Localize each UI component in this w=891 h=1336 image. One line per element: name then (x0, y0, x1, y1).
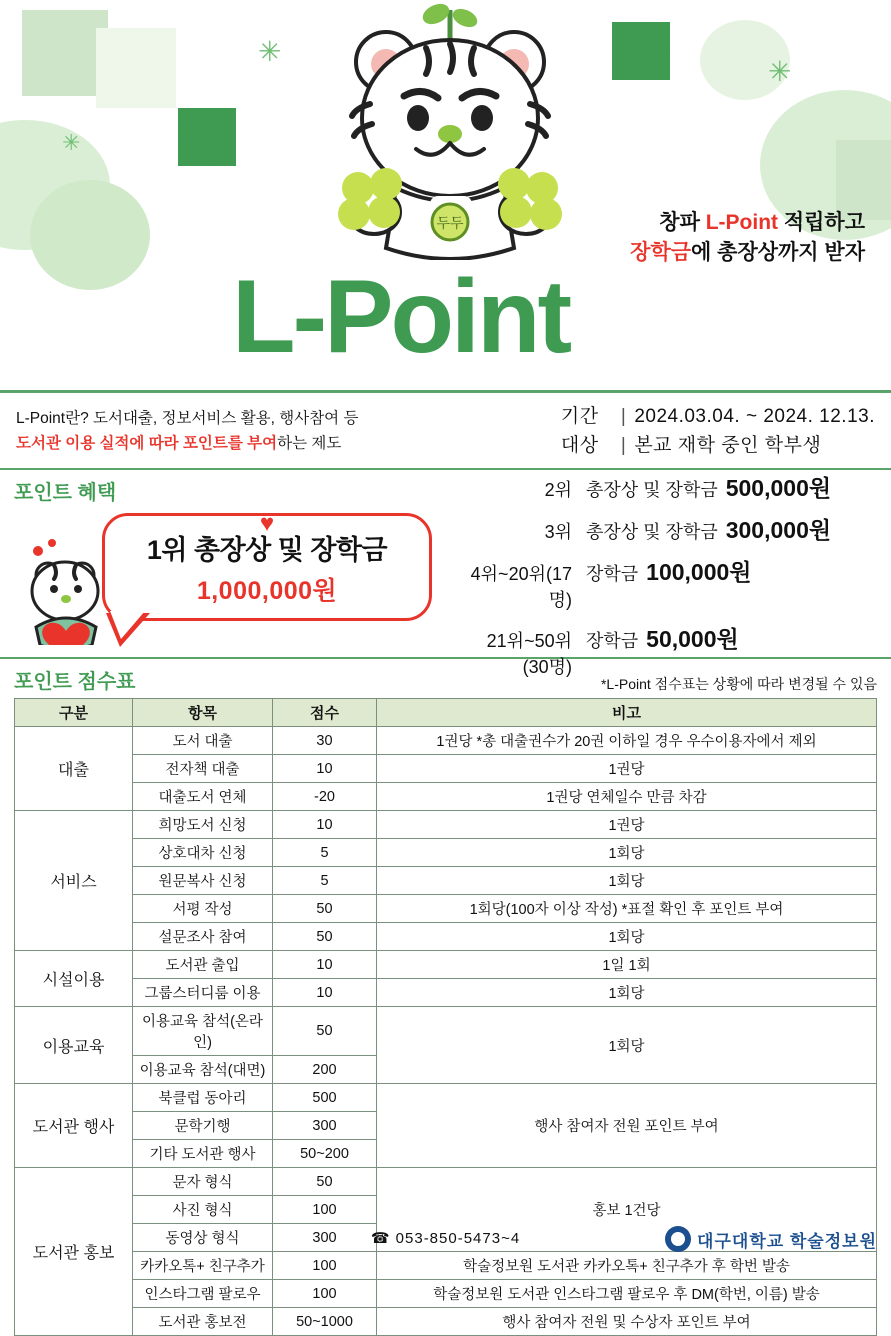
cell-note: 1회당 (377, 923, 877, 951)
cell-gubun: 서비스 (15, 811, 133, 951)
prize-row (468, 621, 877, 679)
cell-item: 전자책 대출 (133, 755, 273, 783)
heart-icon: ♥ (259, 510, 275, 537)
cell-score: 50 (273, 923, 377, 951)
cell-item: 사진 형식 (133, 1196, 273, 1224)
cell-score: 50 (273, 1168, 377, 1196)
cell-score: -20 (273, 783, 377, 811)
cell-note: 학술정보원 도서관 카카오톡+ 친구추가 후 학번 발송 (377, 1252, 877, 1280)
hero-slogan-line1 (630, 208, 865, 238)
first-prize-title: 1위 총장상 및 장학금 (146, 534, 388, 565)
cell-score: 5 (273, 867, 377, 895)
prize-row (468, 470, 877, 503)
cell-note: 1회당 (377, 1007, 877, 1084)
cell-item: 인스타그램 팔로우 (133, 1280, 273, 1308)
benefits-heading: 포인트 혜택 (14, 482, 117, 504)
intro-target-label: 대상 (560, 434, 599, 456)
cell-item: 동영상 형식 (133, 1224, 273, 1252)
cell-score: 50~1000 (273, 1308, 377, 1336)
th-score: 점수 (273, 699, 377, 727)
cell-item: 대출도서 연체 (133, 783, 273, 811)
cell-score: 500 (273, 1084, 377, 1112)
footer (0, 1216, 891, 1260)
intro-line2-red: 도서관 이용 실적에 따라 포인트를 부여 (16, 434, 278, 452)
cell-item: 기타 도서관 행사 (133, 1140, 273, 1168)
cell-gubun: 도서관 행사 (15, 1084, 133, 1168)
prize-row (468, 554, 877, 612)
cell-item: 희망도서 신청 (133, 811, 273, 839)
cell-item: 원문복사 신청 (133, 867, 273, 895)
cell-gubun: 이용교육 (15, 1007, 133, 1084)
cell-gubun: 시설이용 (15, 951, 133, 1007)
table-row (15, 951, 877, 979)
score-table-heading: 포인트 점수표 (14, 671, 136, 693)
table-row (15, 1308, 877, 1336)
table-header-row (15, 699, 877, 727)
prize-list (464, 470, 877, 688)
hero-slogan-highlight: L-Point (705, 211, 779, 234)
tiger-mascot-icon (300, 0, 600, 260)
cell-item: 상호대차 신청 (133, 839, 273, 867)
th-gubun: 구분 (15, 699, 133, 727)
table-row (15, 727, 877, 755)
decor-flower-icon (96, 28, 176, 108)
intro-meta (561, 403, 875, 460)
table-row (15, 1007, 877, 1056)
cell-item: 설문조사 참여 (133, 923, 273, 951)
cell-note: 1회당 (377, 979, 877, 1007)
org-name: 대구대학교 학술정보원 (697, 1231, 877, 1251)
cell-item: 카카오톡+ 친구추가 (133, 1252, 273, 1280)
first-prize-bubble (102, 510, 432, 621)
cell-note: 홍보 1건당 (377, 1168, 877, 1252)
cell-score: 50 (273, 895, 377, 923)
cell-item: 서평 작성 (133, 895, 273, 923)
cell-note: 1회당(100자 이상 작성) *표절 확인 후 포인트 부여 (377, 895, 877, 923)
prize-amount: 300,000원 (725, 517, 832, 543)
org-logo (665, 1226, 877, 1252)
intro-period-value: 2024.03.04. ~ 2024. 12.13. (634, 406, 875, 427)
decor-flower-icon (612, 22, 670, 80)
prize-amount: 50,000원 (646, 626, 739, 652)
intro-period-label: 기간 (560, 406, 599, 427)
intro-line1: L-Point란? 도서대출, 정보서비스 활용, 행사참여 등 (16, 410, 359, 428)
table-row (15, 783, 877, 811)
cell-item: 이용교육 참석(온라인) (133, 1007, 273, 1056)
hero-banner (0, 0, 891, 390)
intro-target-value: 본교 재학 중인 학부생 (634, 434, 822, 456)
cell-note: 1회당 (377, 867, 877, 895)
prize-name: 총장상 및 장학금 (586, 522, 718, 542)
cell-score: 30 (273, 727, 377, 755)
first-prize-amount: 1,000,000원 (196, 576, 338, 605)
table-row (15, 811, 877, 839)
cell-item: 문자 형식 (133, 1168, 273, 1196)
hero-slogan-post2: 에 총장상까지 받자 (691, 241, 865, 265)
page-title: L-Point (232, 259, 570, 375)
prize-amount: 500,000원 (725, 475, 832, 501)
decor-flower-icon (178, 108, 236, 166)
table-row (15, 979, 877, 1007)
hero-slogan-pre: 창파 (659, 211, 706, 234)
cell-note: 행사 참여자 전원 및 수상자 포인트 부여 (377, 1308, 877, 1336)
table-row (15, 895, 877, 923)
table-row (15, 923, 877, 951)
cell-gubun: 대출 (15, 727, 133, 811)
cell-item: 도서관 출입 (133, 951, 273, 979)
cell-note: 1권당 *총 대출권수가 20권 이하일 경우 우수이용자에서 제외 (377, 727, 877, 755)
prize-rank: 21위~50위(30명) (486, 631, 572, 677)
hero-slogan (630, 208, 865, 269)
table-row (15, 1280, 877, 1308)
cell-score: 50 (273, 1007, 377, 1056)
cell-score: 100 (273, 1252, 377, 1280)
table-row (15, 839, 877, 867)
prize-name: 장학금 (586, 631, 639, 651)
th-item: 항목 (133, 699, 273, 727)
th-note: 비고 (377, 699, 877, 727)
cell-item: 도서 대출 (133, 727, 273, 755)
prize-rank: 2위 (544, 480, 572, 500)
hero-slogan-post: 적립하고 (778, 211, 865, 234)
cell-item: 도서관 홍보전 (133, 1308, 273, 1336)
tiger-heart-mascot-icon (18, 535, 114, 645)
cell-note: 1권당 (377, 755, 877, 783)
prize-row (468, 512, 877, 545)
cell-note: 학술정보원 도서관 인스타그램 팔로우 후 DM(학번, 이름) 발송 (377, 1280, 877, 1308)
cell-score: 50~200 (273, 1140, 377, 1168)
prize-rank: 3위 (544, 522, 572, 542)
hero-slogan-highlight2: 장학금 (630, 241, 692, 265)
cell-item: 이용교육 참석(대면) (133, 1056, 273, 1084)
cell-note: 1회당 (377, 839, 877, 867)
prize-amount: 100,000원 (646, 559, 752, 585)
cell-score: 10 (273, 811, 377, 839)
cell-score: 10 (273, 755, 377, 783)
cell-score: 300 (273, 1112, 377, 1140)
table-row (15, 755, 877, 783)
svg-text:두두: 두두 (436, 215, 464, 231)
cell-score: 10 (273, 979, 377, 1007)
intro-description (16, 407, 358, 455)
table-row (15, 1168, 877, 1196)
table-row (15, 867, 877, 895)
cell-score: 5 (273, 839, 377, 867)
cell-note: 1권당 연체일수 만큼 차감 (377, 783, 877, 811)
sparkle-icon: ✳ (62, 130, 81, 155)
cell-score: 300 (273, 1224, 377, 1252)
prize-rank: 4위~20위(17명) (470, 564, 572, 610)
cell-note: 1권당 (377, 811, 877, 839)
decor-blob (30, 180, 150, 290)
first-prize-bubble-area (14, 509, 464, 649)
hero-slogan-line2 (630, 238, 865, 268)
logo-mark-icon (665, 1226, 691, 1252)
table-row (15, 1084, 877, 1112)
intro-line2 (16, 432, 358, 456)
cell-item: 그룹스터디룸 이용 (133, 979, 273, 1007)
intro-line2-rest: 하는 제도 (277, 434, 342, 452)
sparkle-icon: ✳ (768, 56, 792, 87)
cell-note: 행사 참여자 전원 포인트 부여 (377, 1084, 877, 1168)
cell-note: 1일 1회 (377, 951, 877, 979)
intro-section (0, 393, 891, 468)
cell-score: 10 (273, 951, 377, 979)
cell-item: 북클럽 동아리 (133, 1084, 273, 1112)
score-table-note: *L-Point 점수표는 상황에 따라 변경될 수 있음 (600, 676, 877, 692)
bubble-tail-inner (110, 611, 145, 639)
cell-item: 문학기행 (133, 1112, 273, 1140)
prize-name: 총장상 및 장학금 (586, 480, 718, 500)
cell-score: 100 (273, 1280, 377, 1308)
cell-score: 100 (273, 1196, 377, 1224)
cell-score: 200 (273, 1056, 377, 1084)
cell-gubun: 도서관 홍보 (15, 1168, 133, 1336)
footer-phone: ☎ 053-850-5473~4 (370, 1230, 521, 1247)
intro-target-row: 대상 | 본교 재학 중인 학부생 (561, 432, 875, 461)
intro-period-row: 기간 | 2024.03.04. ~ 2024. 12.13. (561, 403, 875, 432)
prize-name: 장학금 (586, 564, 639, 584)
sparkle-icon: ✳ (258, 36, 282, 67)
